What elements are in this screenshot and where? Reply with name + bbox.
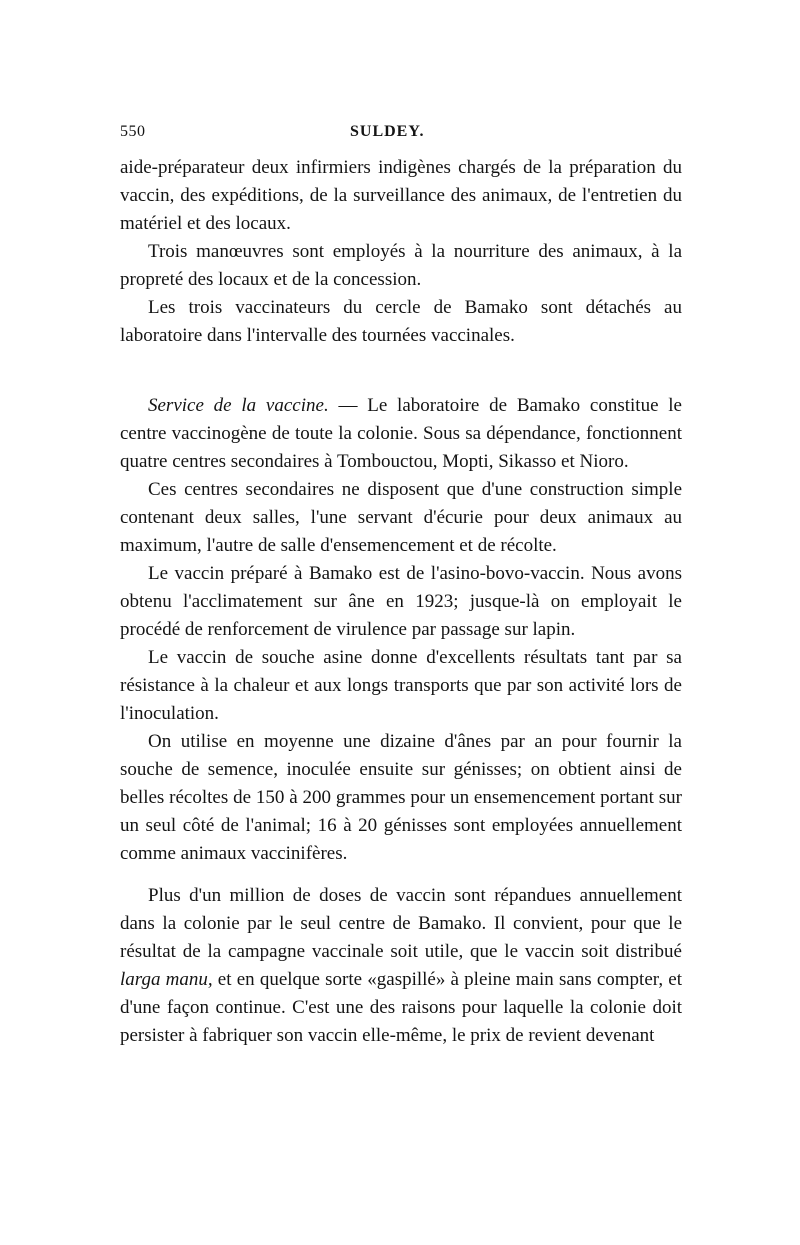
section-title: Service de la vaccine.	[148, 395, 329, 416]
top-text-block	[120, 154, 682, 350]
paragraph-text-start: Plus d'un million de doses de vaccin sont répandues annuellement dans la colonie par le seul centre de Bamako. Il convient, pour que le résultat de la campagne vaccinale soit utile, que le vaccin soit distribué	[120, 885, 682, 962]
page-header	[120, 118, 682, 148]
paragraph: Trois manœuvres sont employés à la nourriture des animaux, à la propreté des locaux et de la concession.	[120, 241, 682, 290]
page-number: 550	[120, 123, 146, 140]
paragraph: Ces centres secondaires ne disposent que d'une construction simple contenant deux salles, l'une servant d'écurie pour deux animaux au maximum, l'autre de salle d'ensemencement et de récolte.	[120, 479, 682, 556]
paragraph: Les trois vaccinateurs du cercle de Bamako sont détachés au laboratoire dans l'intervalle des tournées vaccinales.	[120, 297, 682, 346]
document-page	[120, 118, 682, 1050]
running-title: SULDEY.	[350, 123, 425, 140]
italic-latin-phrase: larga manu,	[120, 969, 213, 990]
paragraph-spacer	[120, 868, 682, 882]
paragraph-text-end: et en quelque sorte «gaspillé» à pleine main sans compter, et d'une façon continue. C'est une des raisons pour laquelle la colonie doit persister à fabriquer son vaccin elle-même, le prix de revient devenant	[120, 969, 682, 1046]
paragraph	[120, 882, 682, 1050]
paragraph: Le vaccin de souche asine donne d'excellents résultats tant par sa résistance à la chaleur et aux longs transports que par son activité lors de l'inoculation.	[120, 647, 682, 724]
paragraph: aide-préparateur deux infirmiers indigènes chargés de la préparation du vaccin, des expéditions, de la surveillance des animaux, de l'entretien du matériel et des locaux.	[120, 157, 682, 234]
final-text-block	[120, 882, 682, 1050]
section-spacer	[120, 350, 682, 392]
paragraph: On utilise en moyenne une dizaine d'ânes par an pour fournir la souche de semence, inoculée ensuite sur génisses; on obtient ainsi de belles récoltes de 150 à 200 grammes pour un ensemencement portant sur un seul côté de l'animal; 16 à 20 génisses sont employées annuellement comme animaux vaccinifères.	[120, 731, 682, 864]
paragraph: Le vaccin préparé à Bamako est de l'asino-bovo-vaccin. Nous avons obtenu l'acclimatement sur âne en 1923; jusque-là on employait le procédé de renforcement de virulence par passage sur lapin.	[120, 563, 682, 640]
vaccine-section	[120, 392, 682, 868]
section-lead-text: — Le laboratoire de Bamako constitue le centre vaccinogène de toute la colonie. Sous sa dépendance, fonctionnent quatre centres secondaires à Tombouctou, Mopti, Sikasso et Nioro.	[120, 395, 682, 472]
section-lead-paragraph	[120, 392, 682, 476]
